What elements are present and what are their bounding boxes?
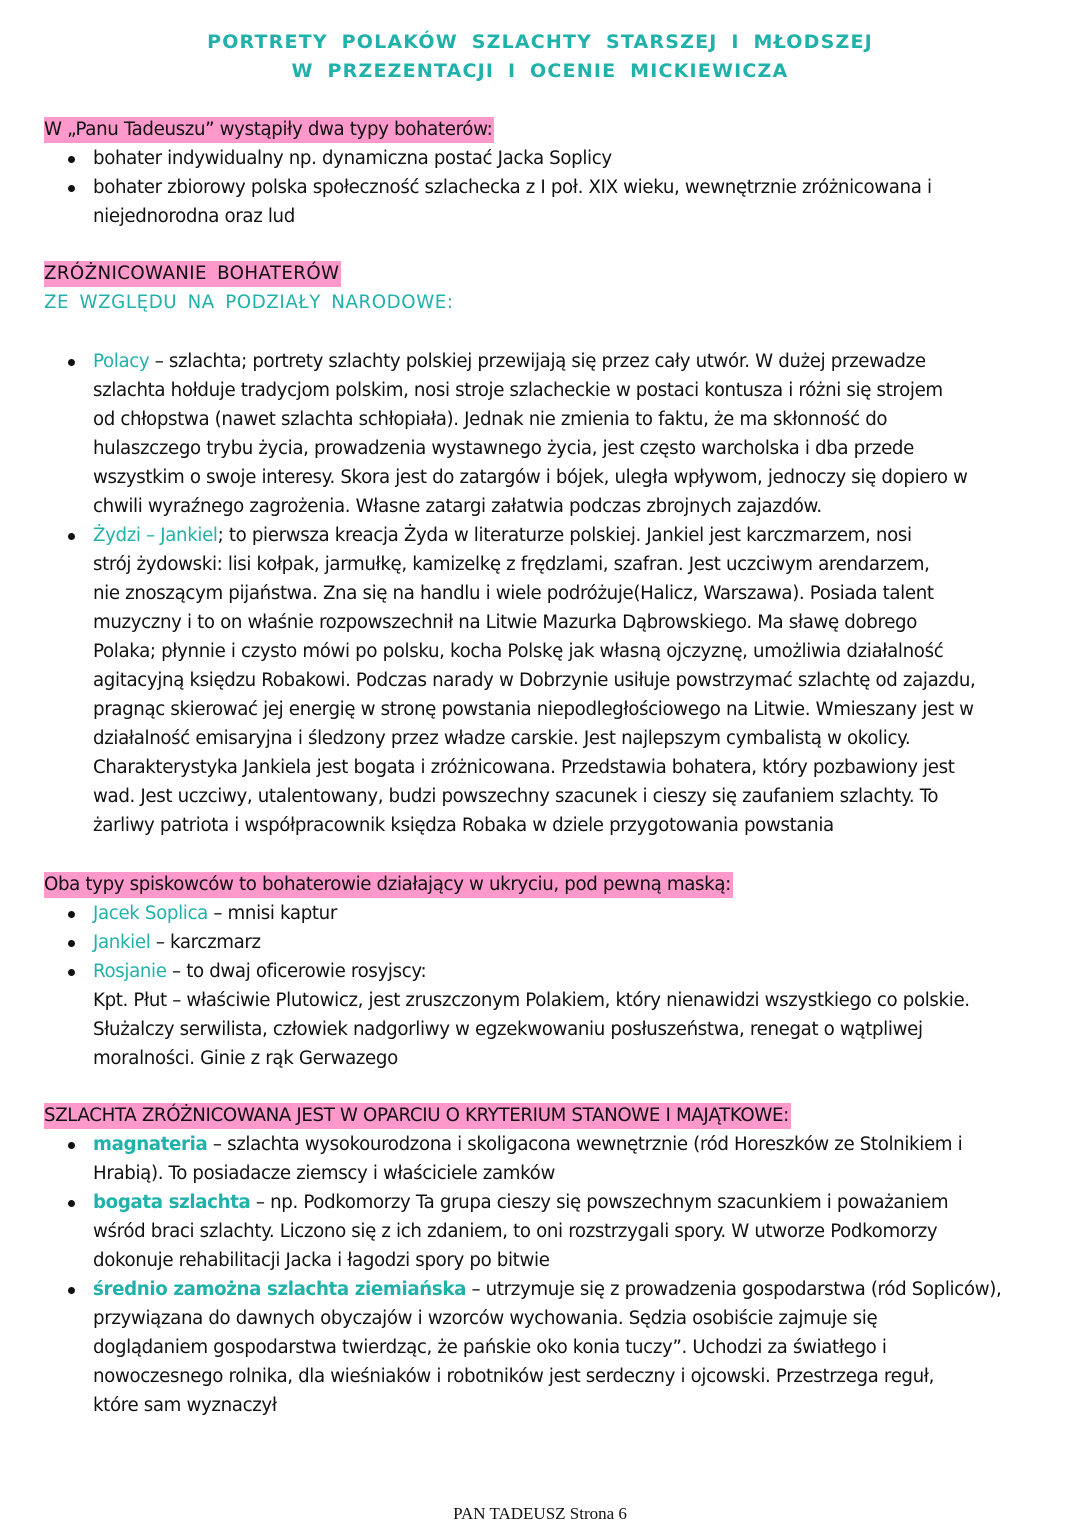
list-item: bohater zbiorowy polska społeczność szlachecka z I poł. XIX wieku, wewnętrznie zróżnicowana i niejednorodna oraz lud [0, 173, 1068, 231]
term-zydzi-jankiel: Żydzi – Jankiel [93, 525, 218, 546]
bullet-icon [68, 1142, 75, 1149]
term-bogata-szlachta: bogata szlachta [93, 1192, 251, 1213]
document-title-line-2: W PRZEZENTACJI I OCENIE MICKIEWICZA [291, 60, 789, 82]
section2-heading: ZRÓŻNICOWANIE BOHATERÓW [44, 259, 1074, 288]
term-magnateria: magnateria [93, 1134, 208, 1155]
bullet-icon [68, 969, 75, 976]
section4-list [0, 1130, 1080, 1420]
bullet-icon [68, 940, 75, 947]
bullet-icon [68, 911, 75, 918]
bullet-icon [68, 359, 75, 366]
list-item-srednio-zamozna: średnio zamożna szlachta ziemiańska – utrzymuje się z prowadzenia gospodarstwa (ród Sopliców), przywiązana do dawnych obyczajów i wzorców wychowania. Sędzia osobiście zajmuje się doglądaniem gospodarstwa twierdząc, że pańskie oko konia tuczy”. Uchodzi za światłego i nowoczesnego rolnika, dla wieśniaków i robotników jest serdeczny i ojcowski. Przestrzega reguł, które sam wyznaczył [0, 1275, 1068, 1420]
section2-list [0, 347, 1080, 840]
section2-subheading: ZE WZGLĘDU NA PODZIAŁY NARODOWE: [44, 292, 454, 313]
list-item-jankiel: Jankiel – karczmarz [0, 928, 1068, 957]
term-rosjanie: Rosjanie [93, 961, 167, 982]
list-item-rosjanie: Rosjanie – to dwaj oficerowie rosyjscy: Kpt. Płut – właściwie Plutowicz, jest zruszczonym Polakiem, który nienawidzi wszystkiego co polskie. Służalczy serwilista, człowiek nadgorliwy w egzekwowaniu posłuszeństwa, renegat o wątpliwej moralności. Ginie z rąk Gerwazego [0, 957, 1068, 1073]
bullet-icon [68, 533, 75, 540]
list-item-zydzi: Żydzi – Jankiel; to pierwsza kreacja Żyda w literaturze polskiej. Jankiel jest karczmarzem, nosi strój żydowski: lisi kołpak, jarmułkę, kamizelkę z frędzlami, szafran. Jest uczciwym arendarzem, nie znoszącym pijaństwa. Zna się na handlu i wiele podróżuje(Halicz, Warszawa). Posiada talent muzyczny i to on właśnie rozpowszechnił na Litwie Mazurka Dąbrowskiego. Ma sławę dobrego Polaka; płynnie i czysto mówi po polsku, kocha Polskę jak własną ojczyznę, umożliwia działalność agitacyjną księdzu Robakowi. Podczas narady w Dobrzynie usiłuje powstrzymać szlachtę od zajazdu, pragnąc skierować jej energię w stronę powstania niepodległościowego na Litwie. Wmieszany jest w działalność emisaryjna i śledzony przez władze carskie. Jest najlepszym cymbalistą w okolicy. Charakterystyka Jankiela jest bogata i zróżnicowana. Przedstawia bohatera, który pozbawiony jest wad. Jest uczciwy, utalentowany, budzi powszechny szacunek i cieszy się zaufaniem szlachty. To żarliwy patriota i współpracownik księdza Robaka w dziele przygotowania powstania [0, 521, 1068, 840]
list-item-jacek-soplica: Jacek Soplica – mnisi kaptur [0, 899, 1068, 928]
bullet-icon [68, 1287, 75, 1294]
bullet-icon [68, 185, 75, 192]
term-jankiel: Jankiel [93, 932, 151, 953]
bullet-icon [68, 1200, 75, 1207]
section1-list [0, 144, 1080, 231]
section3-list [0, 899, 1080, 1073]
list-item: bohater indywidualny np. dynamiczna postać Jacka Soplicy [0, 144, 1068, 173]
term-jacek-soplica: Jacek Soplica [93, 903, 208, 924]
section4-heading: SZLACHTA ZRÓŻNICOWANA JEST W OPARCIU O KRYTERIUM STANOWE I MAJĄTKOWE: [44, 1101, 1074, 1130]
list-item-magnateria: magnateria – szlachta wysokourodzona i skoligacona wewnętrznie (ród Horeszków ze Stolnikiem i Hrabią). To posiadacze ziemscy i właściciele zamków [0, 1130, 1068, 1188]
list-item-polacy: Polacy – szlachta; portrety szlachty polskiej przewijają się przez cały utwór. W dużej przewadze szlachta hołduje tradycjom polskim, nosi stroje szlacheckie w postaci kontusza i różni się strojem od chłopstwa (nawet szlachta schłopiała). Jednak nie zmienia to faktu, że ma skłonność do hulaszczego trybu życia, prowadzenia wystawnego życia, jest często warcholska i dba przede wszystkim o swoje interesy. Skora jest do zatargów i bójek, uległa wpływom, jednoczy się dopiero w chwili wyraźnego zagrożenia. Własne zatargi załatwia podczas zbrojnych zajazdów. [0, 347, 1068, 521]
page-footer: PAN TADEUSZ Strona 6 [453, 1504, 627, 1523]
section1-heading: W „Panu Tadeuszu” wystąpiły dwa typy bohaterów: [44, 115, 1074, 144]
term-polacy: Polacy [93, 351, 150, 372]
list-item-bogata-szlachta: bogata szlachta – np. Podkomorzy Ta grupa cieszy się powszechnym szacunkiem i poważaniem wśród braci szlachty. Liczono się z ich zdaniem, to oni rozstrzygali spory. W utworze Podkomorzy dokonuje rehabilitacji Jacka i łagodzi spory po bitwie [0, 1188, 1068, 1275]
term-srednio-zamozna-szlachta: średnio zamożna szlachta ziemiańska [93, 1279, 467, 1300]
section3-heading: Oba typy spiskowców to bohaterowie działający w ukryciu, pod pewną maską: [44, 870, 1074, 899]
bullet-icon [68, 156, 75, 163]
document-title-line-1: PORTRETY POLAKÓW SZLACHTY STARSZEJ I MŁODSZEJ [207, 31, 873, 53]
